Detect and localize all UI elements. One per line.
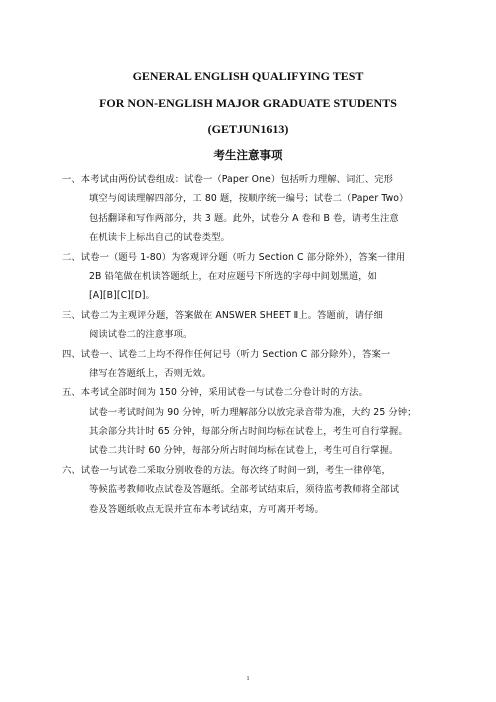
notice-line: 五、本考试全部时间为 150 分钟，采用试卷一与试卷二分卷计时的方法。 — [62, 387, 369, 399]
notice-line: 在机读卡上标出自己的试卷类型。 — [89, 232, 230, 244]
notice-line: 六、试卷一与试卷二采取分别收卷的方法。每次终了时间一到，考生一律停笔， — [62, 464, 391, 476]
notice-item-5 — [62, 383, 442, 461]
notice-line: 律写在答题纸上，否则无效。 — [89, 367, 212, 379]
notice-line: 二、试卷一（题号 1-80）为客观评分题（听力 Section C 部分除外），答案一律用 — [62, 251, 406, 263]
notice-line: 试卷一考试时间为 90 分钟，听力理解部分以放完录音带为准，大约 25 分钟； — [89, 406, 417, 418]
notice-list — [62, 170, 442, 519]
title-line-3: (GETJUN1613) — [207, 122, 289, 136]
notice-heading: 考生注意事项 — [213, 148, 283, 162]
notice-line: 填空与阅读理解四部分，工 80 题，按顺序统一编号；试卷二（Paper Two） — [89, 193, 409, 205]
notice-item-4 — [62, 345, 442, 384]
notice-line: 试卷二共计时 60 分钟，每部分所占时间均标在试卷上，考生可自行掌握。 — [89, 445, 399, 457]
notice-item-1 — [62, 170, 442, 248]
notice-line: 四、试卷一、试卷二上均不得作任何记号（听力 Section C 部分除外），答案一 — [62, 348, 391, 360]
notice-line: [A][B][C][D]。 — [89, 290, 156, 302]
notice-line: 等候监考教师收点试卷及答题纸。全部考试结束后，须待监考教师将全部试 — [89, 484, 400, 496]
notice-item-3 — [62, 306, 442, 345]
notice-line: 2B 铅笔做在机读答题纸上，在对应题号下所选的字母中间划黑道，如 — [89, 270, 378, 282]
notice-line: 包括翻译和写作两部分，共 3 题。此外，试卷分 A 卷和 B 卷，请考生注意 — [89, 212, 399, 224]
notice-line: 其余部分共计时 65 分钟，每部分所占时间均标在试卷上，考生可自行掌握。 — [89, 426, 408, 438]
notice-item-6 — [62, 461, 442, 519]
notice-line: 一、本考试由两份试卷组成：试卷一（Paper One）包括听力理解、词汇、完形 — [62, 174, 394, 185]
notice-line: 卷及答题纸收点无误并宣布本考试结束，方可离开考场。 — [89, 503, 324, 515]
title-line-1: GENERAL ENGLISH QUALIFYING TEST — [132, 69, 364, 83]
notice-item-2 — [62, 248, 442, 306]
title-line-2: FOR NON-ENGLISH MAJOR GRADUATE STUDENTS — [99, 96, 397, 110]
notice-line: 阅读试卷二的注意事项。 — [89, 329, 193, 341]
page-number: 1 — [246, 676, 250, 682]
notice-line: 三、试卷二为主观评分题，答案做在 ANSWER SHEET Ⅱ上。答题前，请仔细 — [62, 309, 383, 321]
